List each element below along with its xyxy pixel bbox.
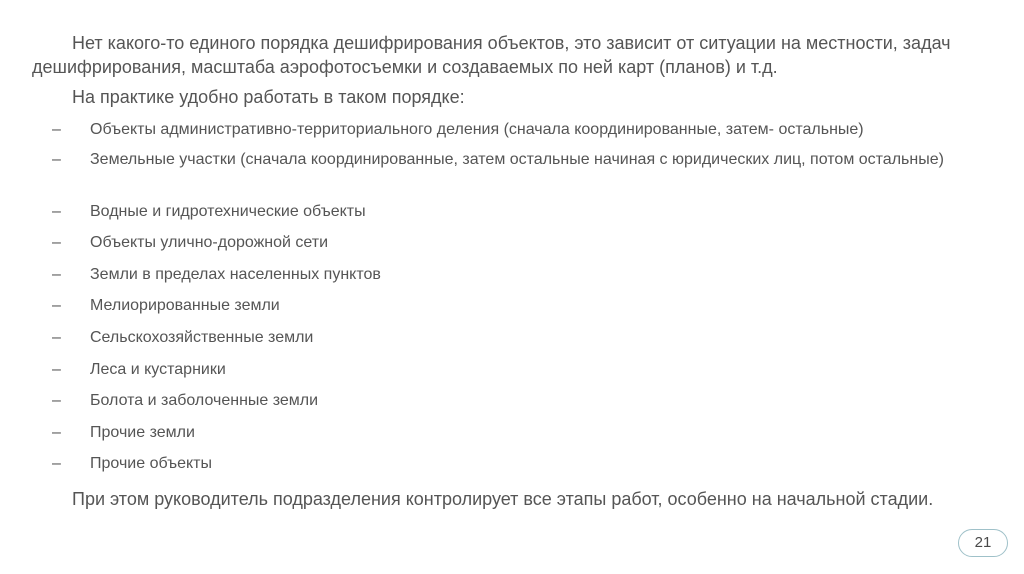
list-item-text: Земли в пределах населенных пунктов — [90, 266, 381, 283]
list-item-text: Объекты административно-территориального деления (сначала координированные, затем- остальные) — [90, 121, 864, 138]
list-item-text: Земельные участки (сначала координированные, затем остальные начиная с юридических лиц, потом остальные) — [90, 151, 944, 168]
dash-bullet: – — [52, 424, 61, 441]
list-item-text: Прочие земли — [90, 424, 195, 441]
dash-bullet: – — [52, 151, 61, 168]
list-item-text: Леса и кустарники — [90, 361, 226, 378]
dash-bullet: – — [52, 392, 61, 409]
list-item — [52, 232, 982, 254]
dash-bullet: – — [52, 266, 61, 283]
dash-bullet: – — [52, 203, 61, 220]
lead-paragraph: На практике удобно работать в таком порядке: — [72, 87, 465, 107]
dash-bullet: – — [52, 121, 61, 138]
list-item — [52, 295, 982, 317]
list-item-text: Объекты улично-дорожной сети — [90, 234, 329, 251]
list-item — [52, 359, 982, 381]
list-item — [52, 119, 982, 141]
list-item — [52, 264, 982, 286]
list-item — [52, 422, 982, 444]
dash-bullet: – — [52, 329, 61, 346]
dash-bullet: – — [52, 234, 61, 251]
list-item-text: Болота и заболоченные земли — [90, 392, 319, 409]
list-item — [52, 201, 982, 223]
list-item — [52, 390, 982, 412]
list-item — [52, 149, 982, 171]
list-item — [52, 327, 982, 349]
list-item-text: Водные и гидротехнические объекты — [90, 203, 366, 220]
dash-bullet: – — [52, 455, 61, 472]
intro-paragraph: Нет какого-то единого порядка дешифрирования объектов, это зависит от ситуации на местности, задач дешифрирования, масштаба аэрофотосъемки и создаваемых по ней карт (планов) и т.д. — [32, 33, 951, 77]
dash-bullet: – — [52, 361, 61, 378]
list-item — [52, 453, 982, 475]
conclusion-paragraph: При этом руководитель подразделения контролирует все этапы работ, особенно на начальной стадии. — [72, 489, 934, 509]
list-item-text: Прочие объекты — [90, 455, 212, 472]
list-item-text: Сельскохозяйственные земли — [90, 329, 314, 346]
dash-bullet: – — [52, 297, 61, 314]
list-item-text: Мелиорированные земли — [90, 297, 280, 314]
page-number-badge: 21 — [958, 529, 1008, 557]
